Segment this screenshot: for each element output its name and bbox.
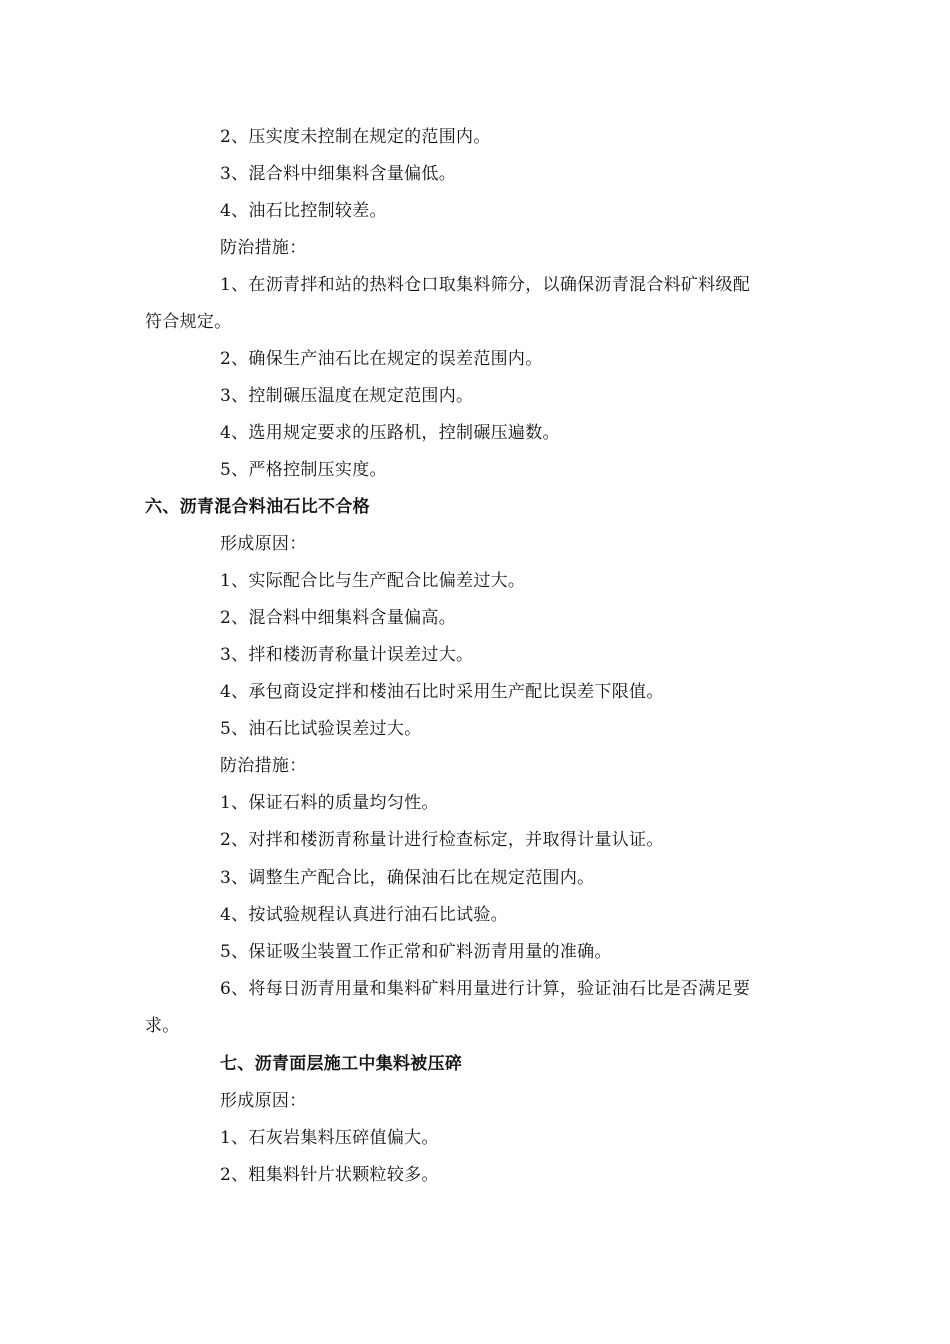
section-6-prevention-6-line-2: 求。 [145,1016,180,1036]
section-7-cause-1: 1、石灰岩集料压碎值偏大。 [220,1128,439,1148]
section-6-prevention-2: 2、对拌和楼沥青称量计进行检查标定，并取得计量认证。 [220,830,664,850]
section-6-prevention-4: 4、按试验规程认真进行油石比试验。 [220,905,508,925]
section-7-causes-label: 形成原因： [220,1091,307,1111]
section-6-prevention-3: 3、调整生产配合比，确保油石比在规定范围内。 [220,868,595,888]
section-6-causes-label: 形成原因： [220,534,307,554]
cause-item-4: 4、油石比控制较差。 [220,201,387,221]
prevention-item-1-line-2: 符合规定。 [145,312,232,332]
section-6-cause-4: 4、承包商设定拌和楼油石比时采用生产配比误差下限值。 [220,682,664,702]
section-6-cause-3: 3、拌和楼沥青称量计误差过大。 [220,645,474,665]
section-6-cause-1: 1、实际配合比与生产配合比偏差过大。 [220,571,526,591]
prevention-item-5: 5、严格控制压实度。 [220,460,387,480]
section-6-prevention-label: 防治措施： [220,756,307,776]
prevention-item-4: 4、选用规定要求的压路机，控制碾压遍数。 [220,423,560,443]
prevention-item-1-line-1: 1、在沥青拌和站的热料仓口取集料筛分，以确保沥青混合料矿料级配 [220,275,751,295]
cause-item-2: 2、压实度未控制在规定的范围内。 [220,127,491,147]
section-6-cause-5: 5、油石比试验误差过大。 [220,719,422,739]
section-6-prevention-1: 1、保证石料的质量均匀性。 [220,793,439,813]
prevention-label: 防治措施： [220,238,307,258]
section-6-prevention-5: 5、保证吸尘装置工作正常和矿料沥青用量的准确。 [220,942,612,962]
cause-item-3: 3、混合料中细集料含量偏低。 [220,164,457,184]
section-6-prevention-6-line-1: 6、将每日沥青用量和集料矿料用量进行计算，验证油石比是否满足要 [220,979,751,999]
prevention-item-2: 2、确保生产油石比在规定的误差范围内。 [220,349,543,369]
section-6-heading: 六、沥青混合料油石比不合格 [145,497,370,517]
section-7-cause-2: 2、粗集料针片状颗粒较多。 [220,1165,439,1185]
section-7-heading: 七、沥青面层施工中集料被压碎 [220,1054,463,1074]
prevention-item-3: 3、控制碾压温度在规定范围内。 [220,386,474,406]
section-6-cause-2: 2、混合料中细集料含量偏高。 [220,608,457,628]
